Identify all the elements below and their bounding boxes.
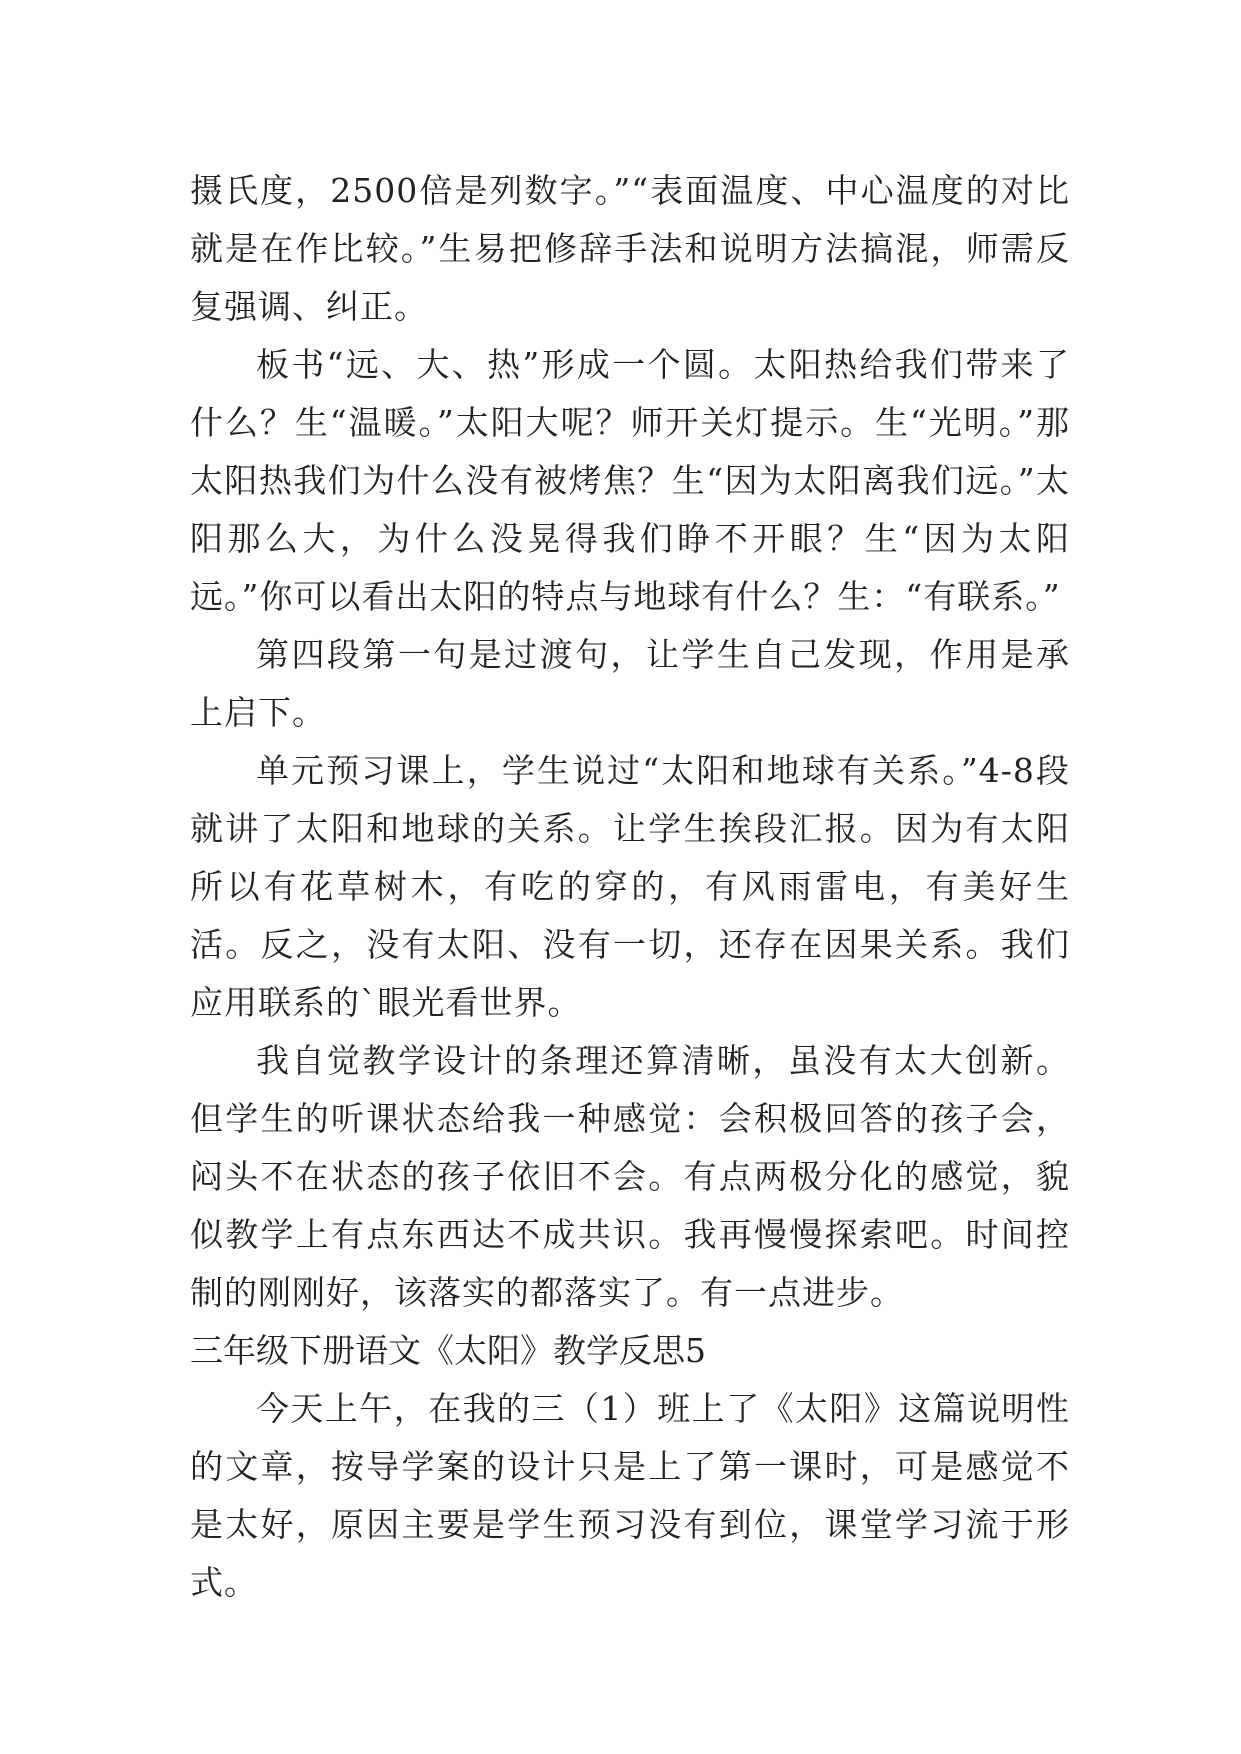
paragraph-self-reflection: 我自觉教学设计的条理还算清晰，虽没有太大创新。但学生的听课状态给我一种感觉：会积极回答的孩子会，闷头不在状态的孩子依旧不会。有点两极分化的感觉，貌似教学上有点东西达不成共识。我再慢慢探索吧。时间控制的刚刚好，该落实的都落实了。有一点进步。 [190,1041,1070,1312]
paragraph-section-intro: 今天上午，在我的三（1）班上了《太阳》这篇说明性的文章，按导学案的设计只是上了第一课时，可是感觉不是太好，原因主要是学生预习没有到位，课堂学习流于形式。 [190,1389,1070,1602]
document-body [190,162,1070,1612]
paragraph-unit-preview: 单元预习课上，学生说过“太阳和地球有关系。”4-8段就讲了太阳和地球的关系。让学生挨段汇报。因为有太阳所以有花草树木，有吃的穿的，有风雨雷电，有美好生活。反之，没有太阳、没有一切，还存在因果关系。我们应用联系的`眼光看世界。 [190,751,1070,1022]
paragraph-transition-sentence: 第四段第一句是过渡句，让学生自己发现，作用是承上启下。 [190,635,1070,732]
section-heading: 三年级下册语文《太阳》教学反思5 [190,1331,706,1370]
paragraph-blackboard: 板书“远、大、热”形成一个圆。太阳热给我们带来了什么？生“温暖。”太阳大呢？师开关灯提示。生“光明。”那太阳热我们为什么没有被烤焦？生“因为太阳离我们远。”太阳那么大，为什么没晃得我们睁不开眼？生“因为太阳远。”你可以看出太阳的特点与地球有什么？生：“有联系。” [190,345,1070,616]
paragraph-continuation: 摄氏度，2500倍是列数字。”“表面温度、中心温度的对比就是在作比较。”生易把修辞手法和说明方法搞混，师需反复强调、纠正。 [190,171,1070,326]
